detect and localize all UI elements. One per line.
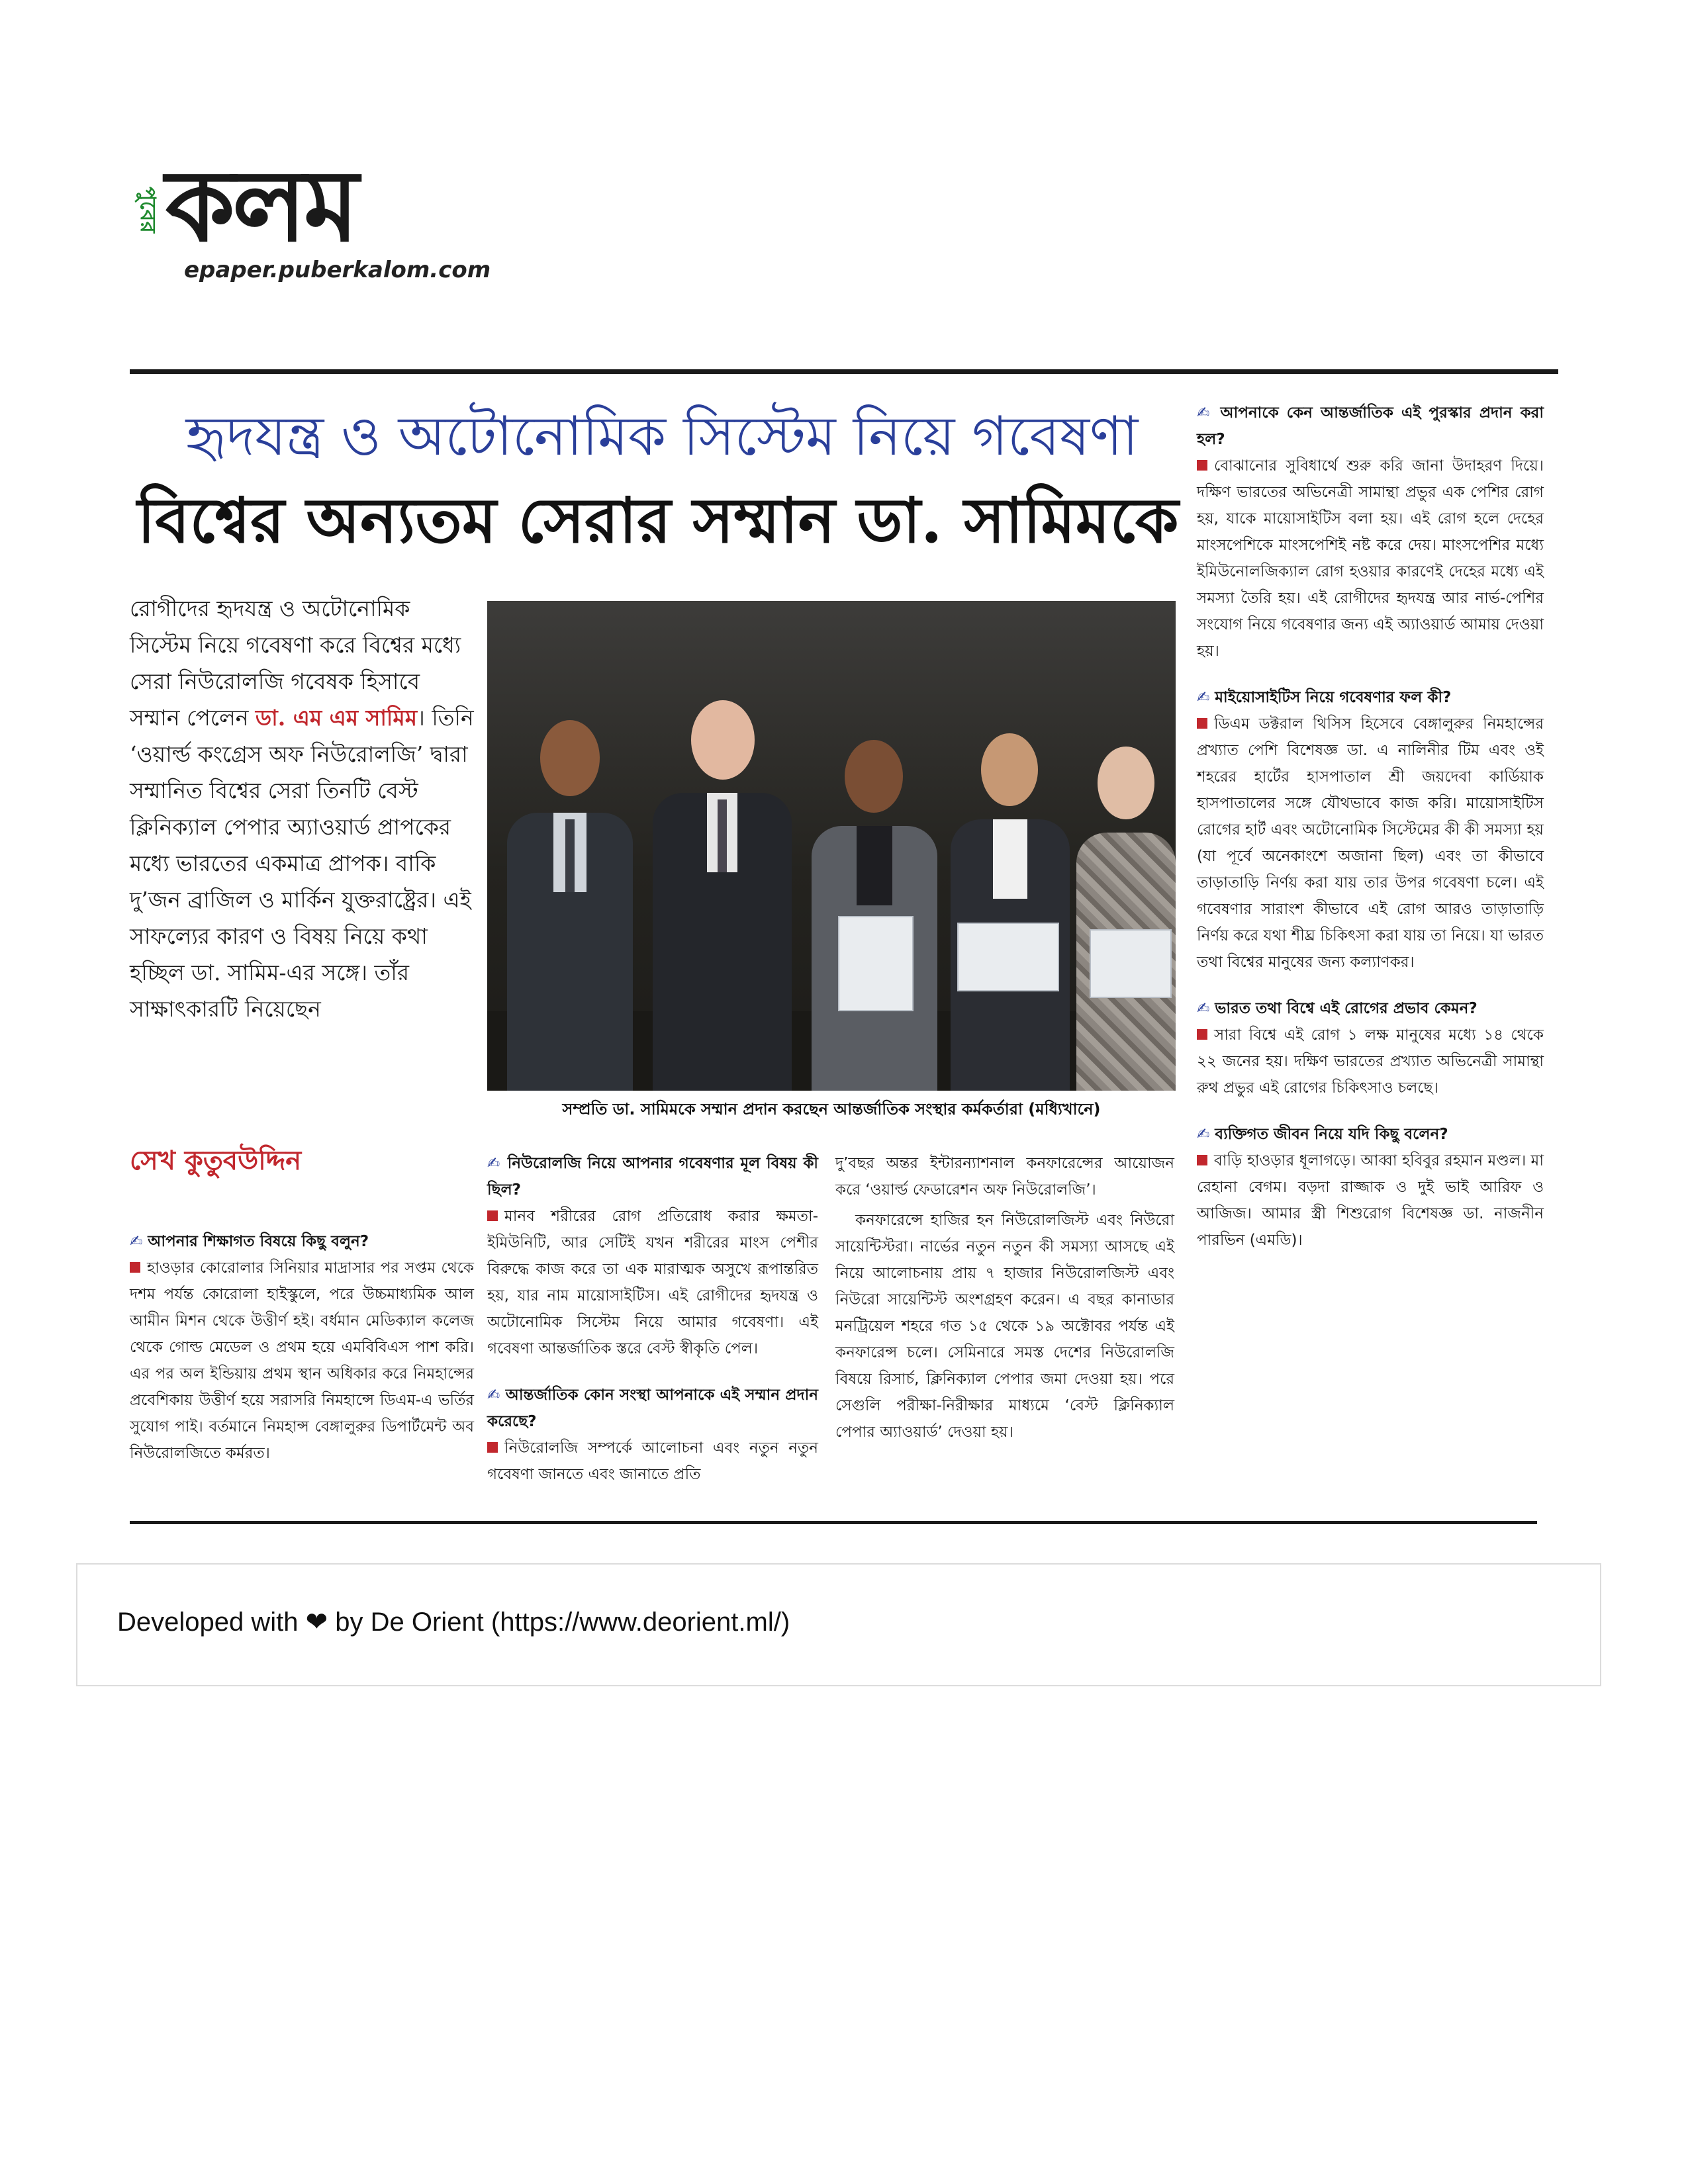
- question-heading: ✍ নিউরোলজি নিয়ে আপনার গবেষণার মূল বিষয় কী ছিল?: [487, 1150, 818, 1203]
- answer-text: নিউরোলজি সম্পর্কে আলোচনা এবং নতুন নতুন গবেষণা জানতে এবং জানাতে প্রতি: [487, 1439, 818, 1483]
- logo-tag: পুবের: [136, 187, 161, 233]
- newspaper-logo: [131, 151, 502, 290]
- footer-prefix: Developed with: [117, 1608, 299, 1637]
- award-certificate-1: [838, 916, 914, 1011]
- qa-organization: [487, 1382, 818, 1488]
- qa-disease-impact: [1197, 995, 1544, 1101]
- article-headline: বিশ্বের অন্যতম সেরার সম্মান ডা. সামিমকে: [137, 484, 1179, 557]
- red-square-icon: [1197, 1155, 1207, 1165]
- logo-wordmark: কলম: [165, 149, 357, 264]
- lede-doctor-name: ডা. এম এম সামিম: [255, 705, 418, 731]
- award-certificate-3: [1090, 929, 1172, 998]
- award-photo: [487, 601, 1176, 1091]
- footer-credit: [117, 1607, 790, 1637]
- epaper-url: epaper.puberkalom.com: [184, 257, 491, 283]
- qa-personal-life: [1197, 1121, 1544, 1253]
- question-heading: ✍ মাইয়োসাইটিস নিয়ে গবেষণার ফল কী?: [1197, 684, 1544, 711]
- photo-person-5: [1076, 747, 1176, 1091]
- continued-paragraph-1: দু’বছর অন্তর ইন্টারন্যাশনাল কনফারেন্সের আয়োজন করে ‘ওয়ার্ল্ড ফেডারেশন অফ নিউরোলজি’।: [835, 1155, 1174, 1199]
- top-rule: [130, 369, 1558, 374]
- qa-research-topic: [487, 1150, 818, 1362]
- column-2: [487, 1150, 818, 1508]
- award-certificate-2: [957, 923, 1059, 991]
- red-square-icon: [1197, 1029, 1207, 1040]
- qa-award-reason: [1197, 400, 1544, 664]
- answer-text: মানব শরীরের রোগ প্রতিরোধ করার ক্ষমতা-ইমিউনিটি, আর সেটিই যখন শরীরের মাংস পেশীর বিরুদ্ধে কাজ করে তা এক মারাত্মক অসুখে রূপান্তরিত হয়, যার নাম মায়োসাইটিস। এই রোগীদের হৃদযন্ত্র ও অটোনোমিক সিস্টেম নিয়ে আমার গবেষণা। এই গবেষণা আন্তর্জাতিক স্তরে বেস্ট স্বীকৃতি পেল।: [487, 1208, 818, 1357]
- photo-person-3: [812, 740, 937, 1091]
- question-heading: ✍ আপনার শিক্ষাগত বিষয়ে কিছু বলুন?: [130, 1228, 474, 1255]
- question-heading: ✍ আপনাকে কেন আন্তর্জাতিক এই পুরস্কার প্রদান করা হল?: [1197, 400, 1544, 453]
- column-3: [835, 1150, 1174, 1465]
- article-lede: [130, 590, 474, 1027]
- article-byline: সেখ কুতুবউদ্দিন: [130, 1145, 302, 1176]
- qa-research-outcome: [1197, 684, 1544, 976]
- question-heading: ✍ ব্যক্তিগত জীবন নিয়ে যদি কিছু বলেন?: [1197, 1121, 1544, 1148]
- lede-text-1: রোগীদের হৃদযন্ত্র ও অটোনোমিক সিস্টেম নিয়ে গবেষণা করে বিশ্বের মধ্যে সেরা নিউরোলজি গবেষক হিসাবে সম্মান পেলেন: [130, 596, 461, 731]
- red-square-icon: [1197, 718, 1207, 729]
- answer-text: হাওড়ার কোরোলার সিনিয়ার মাদ্রাসার পর সপ্তম থেকে দশম পর্যন্ত কোরোলা হাইস্কুলে, পরে উচ্চমাধ্যমিক আল আমীন মিশন থেকে উত্তীর্ণ হই। বর্ধমান মেডিক্যাল কলেজ থেকে গোল্ড মেডেল ও প্রথম হয়ে এমবিবিএস পাশ করি। এর পর অল ইন্ডিয়ায় প্রথম স্থান অধিকার করে নিমহান্সের প্রবেশিকায় উত্তীর্ণ হয়ে সরাসরি নিমহান্সে ডিএম-এ ভর্তির সুযোগ পাই। বর্তমানে নিমহান্স বেঙ্গালুরুর ডিপার্টমেন্ট অব নিউরোলজিতে কর্মরত।: [130, 1259, 474, 1462]
- answer-text: বোঝানোর সুবিধার্থে শুরু করি জানা উদাহরণ দিয়ে। দক্ষিণ ভারতের অভিনেত্রী সামান্থা প্রভুর এক পেশির রোগ হয়, যাকে মায়োসাইটিস বলা হয়। এই রোগ হলে দেহের মাংসপেশিকে মাংসপেশিই নষ্ট করে দেয়। মাংসপেশির মধ্যে ইমিউনোলজিক্যাল রোগ হওয়ার কারণেই দেহের মধ্যে এই সমস্যা তৈরি হয়। এই রোগীদের হৃদযন্ত্র আর নার্ভ-পেশির সংযোগ নিয়ে গবেষণার জন্য এই অ্যাওয়ার্ড আমায় দেওয়া হয়।: [1197, 457, 1544, 660]
- column-4: [1197, 400, 1544, 1273]
- photo-caption: সম্প্রতি ডা. সামিমকে সম্মান প্রদান করছেন আন্তর্জাতিক সংস্থার কর্মকর্তারা (মধ্যিখানে): [562, 1100, 1101, 1118]
- answer-text: সারা বিশ্বে এই রোগ ১ লক্ষ মানুষের মধ্যে ১৪ থেকে ২২ জনের হয়। দক্ষিণ ভারতের প্রখ্যাত অভিনেত্রী সামান্থা রুথ প্রভুর এই রোগের চিকিৎসাও চলছে।: [1197, 1026, 1544, 1097]
- footer-credit-box: [76, 1563, 1601, 1686]
- red-square-icon: [487, 1442, 498, 1453]
- question-heading: ✍ আন্তর্জাতিক কোন সংস্থা আপনাকে এই সম্মান প্রদান করেছে?: [487, 1382, 818, 1435]
- article-kicker: হৃদযন্ত্র ও অটোনোমিক সিস্টেম নিয়ে গবেষণা: [185, 405, 1139, 468]
- continued-paragraph-2: কনফারেন্সে হাজির হন নিউরোলজিস্ট এবং নিউরো সায়েন্টিস্টরা। নার্ভের নতুন নতুন কী সমস্যা আসছে এই নিয়ে আলোচনায় প্রায় ৭ হাজার নিউরোলজিস্ট এবং নিউরো সায়েন্টিস্ট অংশগ্রহণ করেন। এ বছর কানাডার মনট্রিয়েল শহরে গত ১৫ থেকে ১৯ অক্টোবর পর্যন্ত এই কনফারেন্স চলে। সেমিনারে সমস্ত দেশের নিউরোলজি বিষয়ে রিসার্চ, ক্লিনিক্যাল পেপার জমা দেওয়া হয়। পরে সেগুলি পরীক্ষা-নিরীক্ষার মাধ্যমে ‘বেস্ট ক্লিনিক্যাল পেপার অ্যাওয়ার্ড’ দেওয়া হয়।: [835, 1212, 1174, 1441]
- column-1: [130, 1228, 474, 1486]
- red-square-icon: [130, 1262, 140, 1273]
- photo-person-4: [951, 733, 1070, 1091]
- red-square-icon: [487, 1210, 498, 1221]
- bottom-rule: [130, 1521, 1537, 1524]
- question-heading: ✍ ভারত তথা বিশ্বে এই রোগের প্রভাব কেমন?: [1197, 995, 1544, 1022]
- photo-person-1: [507, 720, 633, 1091]
- footer-suffix: by De Orient (https://www.deorient.ml/): [335, 1608, 790, 1637]
- qa-education: [130, 1228, 474, 1467]
- answer-text: বাড়ি হাওড়ার ধূলাগড়ে। আব্বা হবিবুর রহমান মণ্ডল। মা রেহানা বেগম। বড়দা রাজ্জাক ও দুই ভাই আরিফ ও আজিজ। আমার স্ত্রী শিশুরোগ বিশেষজ্ঞ ডা. নাজনীন পারভিন (এমডি)।: [1197, 1152, 1544, 1249]
- photo-person-2: [653, 700, 792, 1091]
- lede-text-2: । তিনি ‘ওয়ার্ল্ড কংগ্রেস অফ নিউরোলজি’ দ্বারা সম্মানিত বিশ্বের সেরা তিনটি বেস্ট ক্লিনিক্যাল পেপার অ্যাওয়ার্ড প্রাপকের মধ্যে ভারতের একমাত্র প্রাপক। বাকি দু’জন ব্রাজিল ও মার্কিন যুক্তরাষ্ট্রের। এই সাফল্যের কারণ ও বিষয় নিয়ে কথা হচ্ছিল ডা. সামিম-এর সঙ্গে। তাঁর সাক্ষাৎকারটি নিয়েছেন: [130, 705, 474, 1022]
- answer-text: ডিএম ডক্টরাল থিসিস হিসেবে বেঙ্গালুরুর নিমহান্সের প্রখ্যাত পেশি বিশেষজ্ঞ ডা. এ নালিনীর টিম এবং ওই শহরের হার্টের হাসপাতাল শ্রী জয়দেবা কার্ডিয়াক হাসপাতালের সঙ্গে যৌথভাবে কাজ করি। মায়োসাইটিস রোগের হার্ট এবং অটোনোমিক সিস্টেমের কী কী সমস্যা হয় (যা পূর্বে অনেকাংশে অজানা ছিল) এবং তা কীভাবে তাড়াতাড়ি নির্ণয় করা যায় তার উপর গবেষণা চলে। এই গবেষণার সারাংশ কীভাবে এই রোগ আরও তাড়াতাড়ি নির্ণয় করে যথা শীঘ্র চিকিৎসা করা যায় তা নিয়ে। যা ভারত তথা বিশ্বের মানুষের জন্য কল্যাণকর।: [1197, 715, 1544, 971]
- heart-icon: ❤: [305, 1608, 328, 1637]
- red-square-icon: [1197, 460, 1207, 471]
